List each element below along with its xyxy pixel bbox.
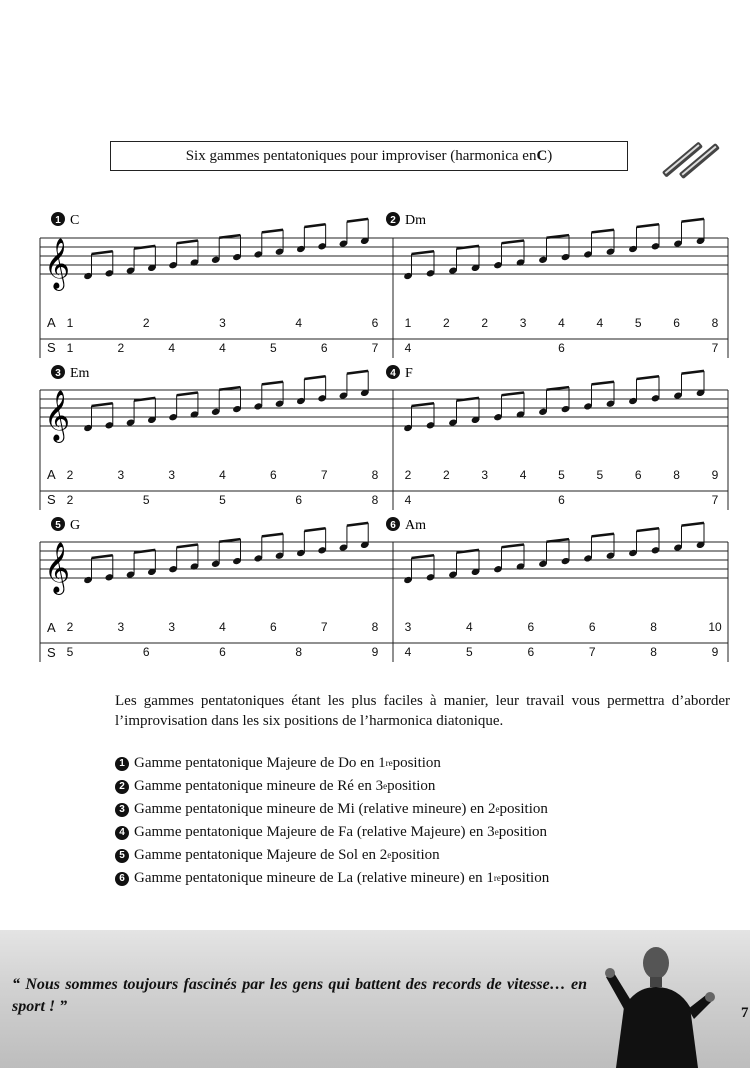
note-beam (262, 230, 283, 233)
note-beam (219, 539, 240, 542)
note-beam (304, 376, 325, 379)
title-close: ) (547, 147, 553, 164)
tab-draw-note: 8 (650, 620, 657, 634)
tab-blow-note: 7 (588, 645, 596, 659)
tab-blow-note: 4 (404, 645, 412, 659)
list-item: 2 Gamme pentatonique mineure de Ré en 3 e position (115, 775, 735, 798)
treble-clef-icon: 𝄞 (44, 390, 71, 441)
tab-draw-note: 6 (588, 620, 596, 634)
note-beam (219, 387, 240, 390)
svg-text:3: 3 (55, 368, 61, 379)
note-beam (457, 246, 480, 249)
svg-text:1: 1 (55, 215, 61, 226)
tab-blow-note: 8 (295, 645, 303, 659)
note-beam (304, 224, 325, 227)
note-beam (547, 235, 570, 238)
note-beam (457, 550, 480, 553)
tab-draw-note: 3 (168, 468, 176, 482)
tab-draw-note: 6 (673, 316, 680, 330)
tab-blow-note: 5 (66, 645, 74, 659)
tab-draw-note: 10 (708, 620, 722, 634)
tab-label-draw: A (47, 315, 56, 330)
note-beam (219, 235, 240, 238)
tab-draw-note: 8 (673, 468, 680, 482)
svg-text:Am: Am (405, 518, 426, 533)
number-badge: 4 (115, 826, 129, 840)
tab-draw-note: 4 (558, 316, 565, 330)
number-badge: 1 (115, 757, 129, 771)
tab-blow-note: 6 (219, 645, 226, 659)
tab-draw-note: 3 (481, 468, 489, 482)
note-beam (134, 246, 155, 249)
number-badge: 5 (115, 849, 129, 863)
svg-text:F: F (405, 366, 413, 381)
svg-text:Em: Em (70, 366, 90, 381)
note-beam (347, 219, 368, 222)
tab-draw-note: 1 (404, 316, 412, 330)
number-badge: 2 (115, 780, 129, 794)
list-item: 4 Gamme pentatonique Majeure de Fa (relative Majeure) en 3 e position (115, 821, 735, 844)
tab-draw-note: 5 (558, 468, 565, 482)
note-beam (592, 382, 615, 385)
note-beam (262, 534, 283, 537)
title-key: C (536, 147, 548, 164)
svg-text:4: 4 (390, 368, 396, 379)
tab-blow-note: 6 (142, 645, 150, 659)
quote-text: “ Nous sommes toujours fascinés par les gens qui battent des records de vitesse… en sport ! ” (12, 976, 587, 1015)
tab-draw-note: 4 (466, 620, 473, 634)
note-beam (637, 224, 660, 227)
tab-draw-note: 2 (66, 620, 74, 634)
svg-text:2: 2 (390, 215, 396, 226)
svg-text:C: C (70, 213, 80, 228)
tab-draw-note: 2 (142, 316, 150, 330)
tab-blow-note: 2 (117, 341, 125, 355)
note-beam (502, 393, 525, 396)
tab-blow-note: 7 (711, 341, 719, 355)
scale-label-4 (386, 365, 413, 381)
tab-draw-note: 5 (596, 468, 604, 482)
tab-draw-note: 8 (371, 468, 379, 482)
note-beam (412, 251, 435, 254)
tab-label-blow: S (47, 645, 56, 660)
tab-blow-note: 6 (558, 341, 565, 355)
scale-label-6 (386, 517, 426, 533)
tab-blow-note: 6 (527, 645, 535, 659)
tab-label-blow: S (47, 340, 56, 355)
svg-text:G: G (70, 518, 81, 533)
note-beam (637, 528, 660, 531)
note-beam (134, 398, 155, 401)
tab-label-draw: A (47, 620, 56, 635)
svg-text:Dm: Dm (405, 213, 426, 228)
tab-label-draw: A (47, 467, 56, 482)
tab-draw-note: 1 (66, 316, 74, 330)
tab-draw-note: 6 (269, 620, 277, 634)
note-beam (682, 523, 705, 526)
note-beam (457, 398, 480, 401)
number-badge: 3 (115, 803, 129, 817)
tab-blow-note: 8 (650, 645, 657, 659)
tab-draw-note: 3 (117, 620, 125, 634)
note-beam (177, 545, 198, 548)
tab-draw-note: 2 (443, 316, 450, 330)
note-beam (347, 523, 368, 526)
note-beam (92, 403, 113, 406)
scale-label-3 (51, 365, 90, 381)
tab-blow-note: 4 (219, 341, 226, 355)
title-text: Six gammes pentatoniques pour improviser (harmonica en (185, 147, 537, 164)
note-beam (412, 403, 435, 406)
treble-clef-icon: 𝄞 (44, 238, 71, 289)
tab-draw-note: 3 (117, 468, 125, 482)
note-beam (262, 382, 283, 385)
list-item: 6 Gamme pentatonique mineure de La (relative mineure) en 1 re position (115, 867, 735, 890)
note-beam (134, 550, 155, 553)
tab-draw-note: 6 (634, 468, 642, 482)
tab-draw-note: 4 (596, 316, 604, 330)
treble-clef-icon: 𝄞 (44, 542, 71, 593)
tab-draw-note: 4 (295, 316, 303, 330)
tab-blow-note: 1 (66, 341, 74, 355)
tab-blow-note: 8 (371, 493, 379, 507)
note-beam (177, 241, 198, 244)
note-beam (347, 371, 368, 374)
note-beam (92, 251, 113, 254)
tab-draw-note: 7 (320, 468, 328, 482)
note-beam (637, 376, 660, 379)
page-number: 7 (741, 1005, 749, 1021)
tab-draw-note: 5 (634, 316, 642, 330)
note-beam (502, 545, 525, 548)
tab-label-blow: S (47, 492, 56, 507)
tab-blow-note: 2 (66, 493, 74, 507)
positions-list (115, 752, 735, 890)
tab-draw-note: 4 (219, 620, 226, 634)
tab-draw-note: 6 (269, 468, 277, 482)
tab-blow-note: 9 (711, 645, 719, 659)
note-beam (92, 555, 113, 558)
tab-blow-note: 5 (269, 341, 277, 355)
tab-draw-note: 2 (66, 468, 74, 482)
tab-draw-note: 4 (219, 468, 226, 482)
scale-label-5 (51, 517, 80, 533)
note-beam (502, 241, 525, 244)
person-illustration (596, 937, 726, 1068)
number-badge: 6 (115, 872, 129, 886)
tab-draw-note: 8 (711, 316, 719, 330)
tab-blow-note: 9 (371, 645, 379, 659)
tab-blow-note: 6 (295, 493, 303, 507)
tab-draw-note: 3 (519, 316, 527, 330)
note-beam (547, 539, 570, 542)
tab-draw-note: 3 (404, 620, 412, 634)
tab-blow-note: 6 (558, 493, 565, 507)
tab-draw-note: 2 (443, 468, 450, 482)
list-item: 5 Gamme pentatonique Majeure de Sol en 2 e position (115, 844, 735, 867)
note-beam (682, 371, 705, 374)
tab-blow-note: 7 (711, 493, 719, 507)
tab-draw-note: 6 (527, 620, 535, 634)
tab-draw-note: 2 (404, 468, 412, 482)
list-item: 1 Gamme pentatonique Majeure de Do en 1 re position (115, 752, 735, 775)
tab-draw-note: 9 (711, 468, 719, 482)
tab-draw-note: 4 (519, 468, 527, 482)
tab-blow-note: 4 (168, 341, 176, 355)
tab-draw-note: 6 (371, 316, 379, 330)
tab-draw-note: 3 (168, 620, 176, 634)
note-beam (177, 393, 198, 396)
tab-blow-note: 6 (320, 341, 328, 355)
tab-blow-note: 5 (219, 493, 226, 507)
note-beam (304, 528, 325, 531)
note-beam (592, 230, 615, 233)
tab-draw-note: 7 (320, 620, 328, 634)
tab-blow-note: 4 (404, 341, 412, 355)
intro-paragraph: Les gammes pentatoniques étant les plus faciles à manier, leur travail vous permettra d’aborder l’improvisation dans les six positions de l’harmonica diatonique. (115, 693, 730, 729)
tab-blow-note: 5 (142, 493, 150, 507)
scale-label-1 (51, 212, 79, 228)
tab-draw-note: 3 (219, 316, 226, 330)
list-item: 3 Gamme pentatonique mineure de Mi (relative mineure) en 2 e position (115, 798, 735, 821)
note-beam (412, 555, 435, 558)
tab-blow-note: 4 (404, 493, 412, 507)
svg-text:5: 5 (55, 520, 61, 531)
tab-blow-note: 7 (371, 341, 379, 355)
note-beam (592, 534, 615, 537)
tab-blow-note: 5 (466, 645, 473, 659)
note-beam (682, 219, 705, 222)
svg-text:6: 6 (390, 520, 396, 531)
scale-label-2 (386, 212, 426, 228)
note-beam (547, 387, 570, 390)
tab-draw-note: 8 (371, 620, 379, 634)
tab-draw-note: 2 (481, 316, 489, 330)
